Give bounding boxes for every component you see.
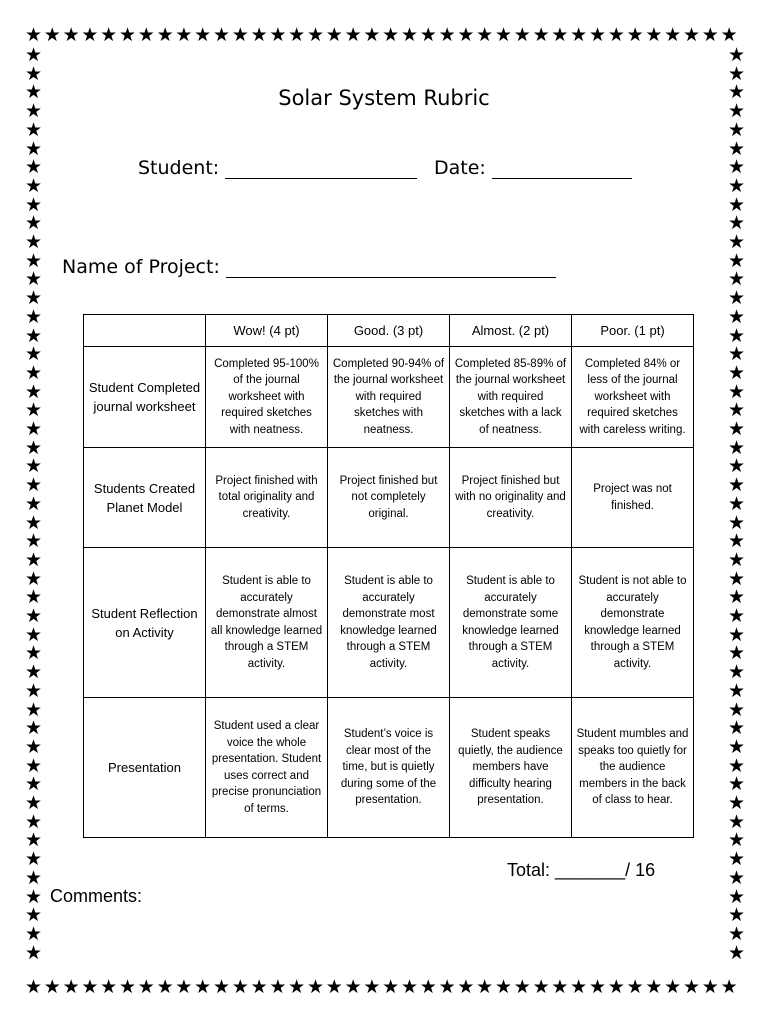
star-icon: ★: [727, 380, 746, 403]
star-icon: ★: [727, 885, 746, 908]
star-icon: ★: [419, 976, 437, 998]
star-icon: ★: [137, 976, 155, 998]
header-row: [84, 315, 694, 347]
star-icon: ★: [24, 436, 43, 459]
star-icon: ★: [727, 623, 746, 646]
star-icon: ★: [24, 100, 43, 123]
star-icon: ★: [212, 976, 231, 998]
star-icon: ★: [727, 174, 746, 197]
star-icon: ★: [306, 24, 325, 46]
star-icon: ★: [727, 567, 746, 590]
star-icon: ★: [24, 455, 43, 478]
rubric-cell: Project finished with total originality and creativity.: [206, 448, 328, 548]
star-icon: ★: [24, 530, 43, 553]
star-icon: ★: [24, 773, 43, 796]
date-blank[interactable]: [492, 159, 632, 179]
star-icon: ★: [382, 24, 400, 46]
star-icon: ★: [24, 81, 43, 104]
star-icon: ★: [24, 118, 43, 141]
star-icon: ★: [24, 866, 43, 889]
table-row: [84, 347, 694, 448]
star-icon: ★: [24, 567, 43, 590]
star-icon: ★: [532, 24, 550, 46]
star-icon: ★: [727, 361, 746, 384]
star-icon: ★: [156, 976, 174, 998]
star-icon: ★: [727, 548, 746, 571]
star-icon: ★: [438, 24, 456, 46]
star-icon: ★: [24, 24, 43, 46]
star-icon: ★: [24, 754, 43, 777]
star-icon: ★: [24, 361, 43, 384]
star-icon: ★: [551, 24, 569, 46]
star-icon: ★: [24, 418, 43, 440]
star-icon: ★: [727, 212, 746, 235]
student-blank[interactable]: [225, 159, 417, 179]
star-icon: ★: [24, 324, 43, 347]
rubric-cell: Student is able to accurately demonstrate some knowledge learned through a STEM activity.: [450, 548, 572, 698]
rubric-cell: Student speaks quietly, the audience members have difficulty hearing presentation.: [450, 698, 572, 838]
star-icon: ★: [175, 976, 193, 998]
star-icon: ★: [24, 231, 43, 253]
rubric-cell: Student used a clear voice the whole presentation. Student uses correct and precise pronunciation of terms.: [206, 698, 328, 838]
star-icon: ★: [438, 976, 456, 998]
star-icon: ★: [727, 586, 746, 609]
project-blank[interactable]: [226, 258, 556, 278]
table-row: [84, 548, 694, 698]
star-icon: ★: [727, 436, 746, 459]
rubric-cell: Project finished but with no originality and creativity.: [450, 448, 572, 548]
star-icon: ★: [727, 717, 746, 740]
star-icon: ★: [24, 305, 43, 328]
star-icon: ★: [588, 24, 607, 46]
star-icon: ★: [24, 174, 43, 197]
star-icon: ★: [645, 976, 663, 998]
rubric-cell: Project was not finished.: [572, 448, 694, 548]
star-icon: ★: [62, 24, 80, 46]
star-icon: ★: [288, 24, 306, 46]
star-icon: ★: [24, 156, 43, 179]
star-icon: ★: [727, 249, 746, 272]
star-icon: ★: [727, 792, 746, 814]
star-icon: ★: [727, 605, 746, 627]
star-icon: ★: [24, 885, 43, 908]
star-icon: ★: [701, 24, 719, 46]
star-icon: ★: [720, 976, 738, 998]
criterion-cell: Student Completed journal worksheet: [84, 347, 206, 448]
star-icon: ★: [727, 100, 746, 123]
star-icon: ★: [701, 976, 719, 998]
star-icon: ★: [24, 268, 43, 291]
star-icon: ★: [24, 698, 43, 721]
star-icon: ★: [513, 24, 531, 46]
star-icon: ★: [382, 976, 400, 998]
page-title: Solar System Rubric: [278, 86, 490, 110]
star-icon: ★: [400, 976, 419, 998]
star-icon: ★: [626, 24, 644, 46]
star-icon: ★: [24, 941, 43, 964]
star-icon: ★: [24, 792, 43, 814]
header-cell-good: Good. (3 pt): [328, 315, 450, 347]
star-icon: ★: [727, 399, 746, 422]
star-icon: ★: [727, 698, 746, 721]
star-icon: ★: [363, 24, 381, 46]
star-icon: ★: [24, 623, 43, 646]
star-icon: ★: [118, 24, 137, 46]
star-icon: ★: [727, 492, 746, 515]
star-icon: ★: [727, 156, 746, 179]
table-row: [84, 448, 694, 548]
star-icon: ★: [24, 212, 43, 235]
star-icon: ★: [24, 735, 43, 758]
rubric-table: [83, 314, 694, 838]
star-icon: ★: [626, 976, 644, 998]
star-icon: ★: [269, 976, 287, 998]
criterion-cell: Student Reflection on Activity: [84, 548, 206, 698]
star-icon: ★: [100, 24, 118, 46]
star-icon: ★: [727, 922, 746, 945]
header-cell-wow: Wow! (4 pt): [206, 315, 328, 347]
date-field: [434, 157, 632, 179]
star-icon: ★: [24, 492, 43, 515]
star-icon: ★: [24, 922, 43, 945]
star-icon: ★: [457, 976, 475, 998]
star-icon: ★: [727, 418, 746, 440]
star-icon: ★: [363, 976, 381, 998]
star-icon: ★: [24, 548, 43, 571]
star-icon: ★: [682, 24, 701, 46]
star-icon: ★: [682, 976, 701, 998]
star-icon: ★: [727, 941, 746, 964]
star-icon: ★: [727, 81, 746, 104]
star-icon: ★: [100, 976, 118, 998]
date-label: Date:: [434, 157, 486, 179]
star-icon: ★: [419, 24, 437, 46]
star-icon: ★: [727, 231, 746, 253]
star-icon: ★: [727, 137, 746, 160]
star-icon: ★: [727, 754, 746, 777]
star-icon: ★: [588, 976, 607, 998]
star-icon: ★: [43, 24, 61, 46]
star-icon: ★: [175, 24, 193, 46]
rubric-cell: Completed 90-94% of the journal worksheet with required sketches with neatness.: [328, 347, 450, 448]
star-icon: ★: [24, 287, 43, 310]
star-icon: ★: [607, 24, 625, 46]
comments-label: Comments:: [50, 886, 143, 906]
star-icon: ★: [727, 193, 746, 216]
star-icon: ★: [24, 586, 43, 609]
star-icon: ★: [727, 530, 746, 553]
star-icon: ★: [24, 249, 43, 272]
star-icon: ★: [344, 24, 362, 46]
star-icon: ★: [250, 24, 268, 46]
star-icon: ★: [727, 287, 746, 310]
star-icon: ★: [62, 976, 80, 998]
star-icon: ★: [344, 976, 362, 998]
table-row: [84, 698, 694, 838]
student-field: [138, 157, 417, 179]
star-icon: ★: [325, 976, 343, 998]
star-icon: ★: [607, 976, 625, 998]
star-icon: ★: [727, 642, 746, 665]
star-icon: ★: [24, 848, 43, 871]
star-icon: ★: [288, 976, 306, 998]
rubric-cell: Student is not able to accurately demonstrate knowledge learned through a STEM activity.: [572, 548, 694, 698]
star-icon: ★: [727, 735, 746, 758]
header-cell-almost: Almost. (2 pt): [450, 315, 572, 347]
rubric-cell: Completed 84% or less of the journal worksheet with required sketches with careless writing.: [572, 347, 694, 448]
star-icon: ★: [727, 343, 746, 366]
star-icon: ★: [727, 511, 746, 534]
star-icon: ★: [81, 24, 99, 46]
star-icon: ★: [727, 904, 746, 927]
project-name-field: [62, 256, 556, 278]
star-icon: ★: [727, 62, 746, 85]
star-icon: ★: [400, 24, 419, 46]
star-icon: ★: [24, 380, 43, 403]
star-icon: ★: [250, 976, 268, 998]
star-icon: ★: [156, 24, 174, 46]
header-cell-blank: [84, 315, 206, 347]
star-icon: ★: [231, 976, 249, 998]
star-icon: ★: [570, 976, 588, 998]
star-icon: ★: [532, 976, 550, 998]
rubric-cell: Student is able to accurately demonstrate almost all knowledge learned through a STEM activity.: [206, 548, 328, 698]
star-icon: ★: [325, 24, 343, 46]
student-label: Student:: [138, 157, 220, 179]
star-icon: ★: [727, 268, 746, 291]
star-icon: ★: [727, 305, 746, 328]
star-icon: ★: [727, 118, 746, 141]
star-icon: ★: [727, 866, 746, 889]
star-icon: ★: [118, 976, 137, 998]
star-icon: ★: [664, 976, 682, 998]
star-icon: ★: [513, 976, 531, 998]
star-icon: ★: [24, 717, 43, 740]
star-icon: ★: [24, 343, 43, 366]
star-icon: ★: [24, 829, 43, 852]
star-icon: ★: [43, 976, 61, 998]
star-icon: ★: [727, 324, 746, 347]
rubric-cell: Project finished but not completely original.: [328, 448, 450, 548]
star-icon: ★: [727, 773, 746, 796]
star-icon: ★: [24, 976, 43, 998]
star-icon: ★: [727, 661, 746, 684]
star-icon: ★: [664, 24, 682, 46]
project-label: Name of Project:: [62, 256, 220, 278]
star-icon: ★: [24, 62, 43, 85]
star-icon: ★: [727, 455, 746, 478]
star-icon: ★: [24, 193, 43, 216]
star-icon: ★: [212, 24, 231, 46]
star-icon: ★: [494, 24, 513, 46]
total-score-line: Total: _______/ 16: [507, 860, 656, 880]
star-icon: ★: [476, 24, 494, 46]
star-icon: ★: [727, 829, 746, 852]
star-icon: ★: [476, 976, 494, 998]
star-icon: ★: [570, 24, 588, 46]
criterion-cell: Students Created Planet Model: [84, 448, 206, 548]
star-icon: ★: [727, 44, 746, 66]
star-icon: ★: [194, 976, 212, 998]
star-icon: ★: [727, 474, 746, 497]
star-icon: ★: [24, 399, 43, 422]
star-icon: ★: [494, 976, 513, 998]
star-icon: ★: [24, 642, 43, 665]
star-icon: ★: [269, 24, 287, 46]
star-icon: ★: [727, 810, 746, 833]
star-icon: ★: [306, 976, 325, 998]
star-icon: ★: [720, 24, 738, 46]
star-icon: ★: [727, 848, 746, 871]
star-icon: ★: [24, 661, 43, 684]
star-icon: ★: [137, 24, 155, 46]
criterion-cell: Presentation: [84, 698, 206, 838]
header-cell-poor: Poor. (1 pt): [572, 315, 694, 347]
star-icon: ★: [24, 679, 43, 702]
star-icon: ★: [194, 24, 212, 46]
rubric-cell: Student mumbles and speaks too quietly for the audience members in the back of class to hear.: [572, 698, 694, 838]
star-icon: ★: [24, 511, 43, 534]
rubric-cell: Student’s voice is clear most of the time, but is quietly during some of the presentation.: [328, 698, 450, 838]
star-icon: ★: [457, 24, 475, 46]
star-icon: ★: [24, 810, 43, 833]
star-icon: ★: [24, 137, 43, 160]
star-icon: ★: [24, 44, 43, 66]
star-icon: ★: [645, 24, 663, 46]
star-icon: ★: [24, 474, 43, 497]
star-icon: ★: [24, 605, 43, 627]
star-icon: ★: [551, 976, 569, 998]
rubric-cell: Completed 95-100% of the journal worksheet with required sketches with neatness.: [206, 347, 328, 448]
rubric-cell: Student is able to accurately demonstrate most knowledge learned through a STEM activity.: [328, 548, 450, 698]
star-icon: ★: [231, 24, 249, 46]
star-icon: ★: [24, 904, 43, 927]
star-icon: ★: [727, 679, 746, 702]
star-icon: ★: [81, 976, 99, 998]
rubric-cell: Completed 85-89% of the journal worksheet with required sketches with a lack of neatness.: [450, 347, 572, 448]
